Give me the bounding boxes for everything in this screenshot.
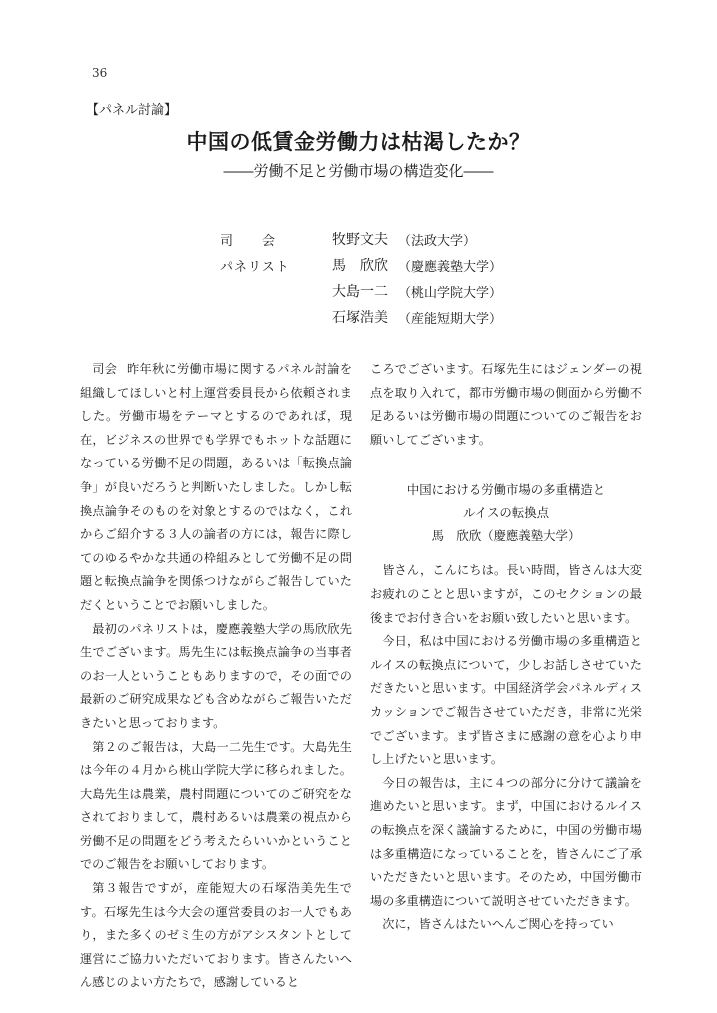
- participant-affiliation: （桃山学院大学）: [398, 285, 503, 301]
- body-paragraph: ころでございます。石塚先生にはジェンダーの視点を取り入れて，都市労働市場の側面から労働不足あるいは労働市場の問題についてのご報告をお願いしてございます。: [370, 362, 642, 447]
- participants-list: [220, 226, 640, 330]
- body-paragraph: 今日，私は中国における労働市場の多重構造とルイスの転換点について，少しお話しさせていただきたいと思います。中国経済学会パネルディスカッションでご報告させていただき，非常に光栄でございます。まず皆さまに感謝の意を心より申し上げたいと思います。: [370, 634, 642, 767]
- role-label: パネリスト: [220, 259, 290, 275]
- body-paragraph: 第３報告ですが，産能短大の石塚浩美先生です。石塚先生は今大会の運営委員のお一人でもあり，また多くのゼミ生の方がアシスタントとして運営にご協力いただいております。皆さんたいへん感じのよい方たちで，感謝していると: [80, 881, 352, 990]
- body-paragraph: 次に，皆さんはたいへんご関心を持ってい: [382, 917, 614, 932]
- participant-affiliation: （産能短期大学）: [398, 311, 503, 327]
- participant-name: 馬 欣欣: [332, 258, 388, 274]
- body-paragraph: 今日の報告は，主に４つの部分に分けて議論を進めたいと思います。まず，中国におけるルイスの転換点を深く議論するために，中国の労働市場は多重構造になっていることを，皆さんにご了承いただきたいと思います。そのため，中国労働市場の多重構造について説明させていただきます。: [370, 775, 642, 908]
- participant-row: [220, 278, 640, 304]
- body-paragraph: 皆さん，こんにちは。長い時間，皆さんは大変お疲れのことと思いますが，このセクションの最後までお付き合いをお願い致したいと思います。: [370, 563, 642, 625]
- report-title-line: ルイスの転換点: [463, 505, 549, 521]
- report-author: 馬 欣欣（慶應義塾大学）: [431, 528, 581, 544]
- article-title: 中国の低賃金労働力は枯渇したか？: [186, 129, 531, 154]
- report-heading: [370, 478, 642, 547]
- body-paragraph: [80, 358, 352, 618]
- article-subtitle: ――労働不足と労働市場の構造変化――: [223, 162, 494, 180]
- participant-name: 牧野文夫: [332, 232, 388, 248]
- participant-affiliation: （慶應義塾大学）: [398, 259, 503, 275]
- page-number: 36: [92, 66, 108, 80]
- participant-row: [220, 304, 640, 330]
- section-tag: 【パネル討論】: [86, 103, 178, 118]
- participant-name: 石塚浩美: [332, 310, 388, 326]
- body-paragraph: 第２のご報告は，大島一二先生です。大島先生は今年の４月から桃山学院大学に移られました。大島先生は農業，農村問題についてのご研究をなされておりまして，農村あるいは農業の視点から労働不足の問題をどう考えたらいいかということでのご報告をお願いしております。: [80, 739, 352, 872]
- participant-affiliation: （法政大学）: [398, 233, 477, 249]
- participant-name: 大島一二: [332, 284, 388, 300]
- right-column: [370, 358, 642, 937]
- role-label: 司 会: [220, 233, 277, 249]
- body-paragraph: 最初のパネリストは，慶應義塾大学の馬欣欣先生でございます。馬先生には転換点論争の当事者のお一人ということもありますので，その面での最新のご研究成果なども含めながらご報告いただきたいと思っております。: [80, 621, 352, 730]
- participant-row: [220, 226, 640, 252]
- left-column: [80, 358, 352, 995]
- participant-row: [220, 252, 640, 278]
- paragraph-text: 昨年秋に労働市場に関するパネル討論を組織してほしいと村上運営委員長から依頼されました。労働市場をテーマとするのであれば，現在，ビジネスの世界でも学界でもホットな話題になっている労働不足の問題，あるいは「転換点論争」が良いだろうと判断いたしました。しかし転換点論争そのものを対象とするのではなく，これからご紹介する３人の論者の方には，報告に際してのゆるやかな共通の枠組みとして労働不足の問題と転換点論争を関係つけながらご報告していただくということでお願いしました。: [80, 362, 353, 612]
- report-title-line: 中国における労働市場の多重構造と: [406, 482, 606, 498]
- speaker-label: 司会: [92, 362, 118, 376]
